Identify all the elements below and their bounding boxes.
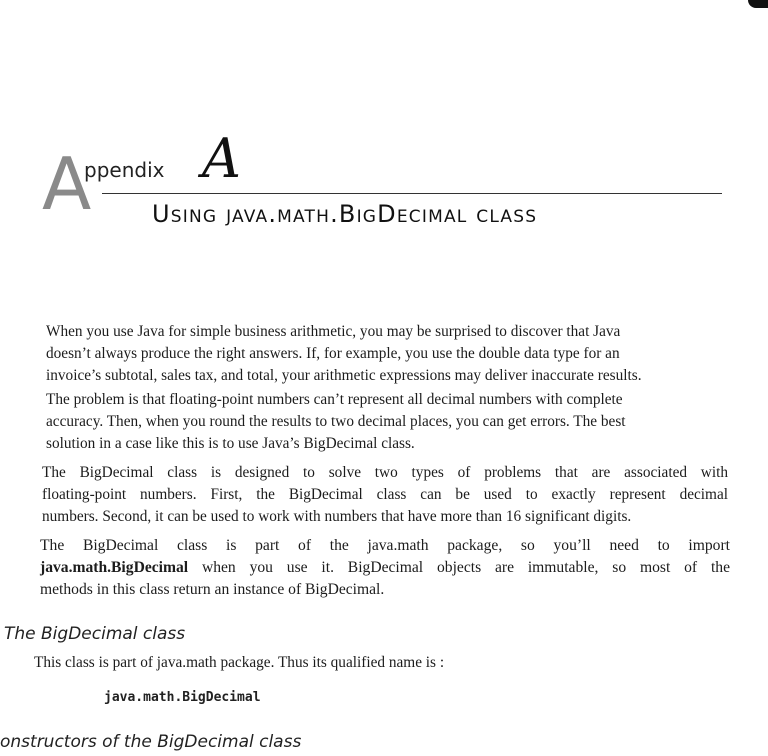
text-line: When you use Java for simple business arithmetic, you may be surprised to discover that Java [46, 323, 621, 340]
appendix-header [40, 127, 730, 240]
text-line: methods in this class return an instance of BigDecimal. [40, 581, 385, 598]
appendix-drop-cap: A [42, 142, 92, 226]
bold-class-name: java.math.BigDecimal [40, 559, 189, 576]
chapter-title: Using java.math.BigDecimal class [152, 200, 538, 228]
appendix-letter: A [202, 127, 241, 190]
text-line [40, 557, 730, 579]
section-text: This class is part of java.math package. Thus its qualified name is : [34, 654, 445, 671]
page-corner-shadow [748, 0, 768, 8]
text-line: invoice’s subtotal, sales tax, and total, your arithmetic expressions may deliver inaccurate results. [46, 367, 642, 384]
appendix-label: ppendix [84, 158, 165, 182]
paragraph-problem [46, 389, 724, 455]
text-fragment: when you use it. BigDecimal objects are immutable, so most of the [188, 559, 730, 576]
section-heading-constructors: onstructors of the BigDecimal class [0, 732, 302, 752]
text-line: solution in a case like this is to use Java’s BigDecimal class. [46, 435, 415, 452]
text-line: The problem is that floating-point numbers can’t represent all decimal numbers with complete [46, 391, 623, 408]
paragraph-intro [46, 321, 724, 387]
text-line: floating-point numbers. First, the BigDecimal class can be used to exactly represent decimal [42, 486, 728, 503]
section-heading-bigdecimal: The BigDecimal class [4, 624, 186, 644]
text-line: The BigDecimal class is part of the java.math package, so you’ll need to import [40, 537, 730, 554]
text-line: doesn’t always produce the right answers. If, for example, you use the double data type for an [46, 345, 620, 362]
text-line: numbers. Second, it can be used to work with numbers that have more than 16 significant digits. [42, 508, 632, 525]
code-snippet: java.math.BigDecimal [104, 690, 261, 705]
paragraph-design [42, 462, 728, 528]
text-line: accuracy. Then, when you round the results to two decimal places, you can get errors. The best [46, 413, 626, 430]
paragraph-package [40, 535, 730, 601]
text-line: The BigDecimal class is designed to solve two types of problems that are associated with [42, 464, 728, 481]
header-rule [102, 193, 722, 194]
